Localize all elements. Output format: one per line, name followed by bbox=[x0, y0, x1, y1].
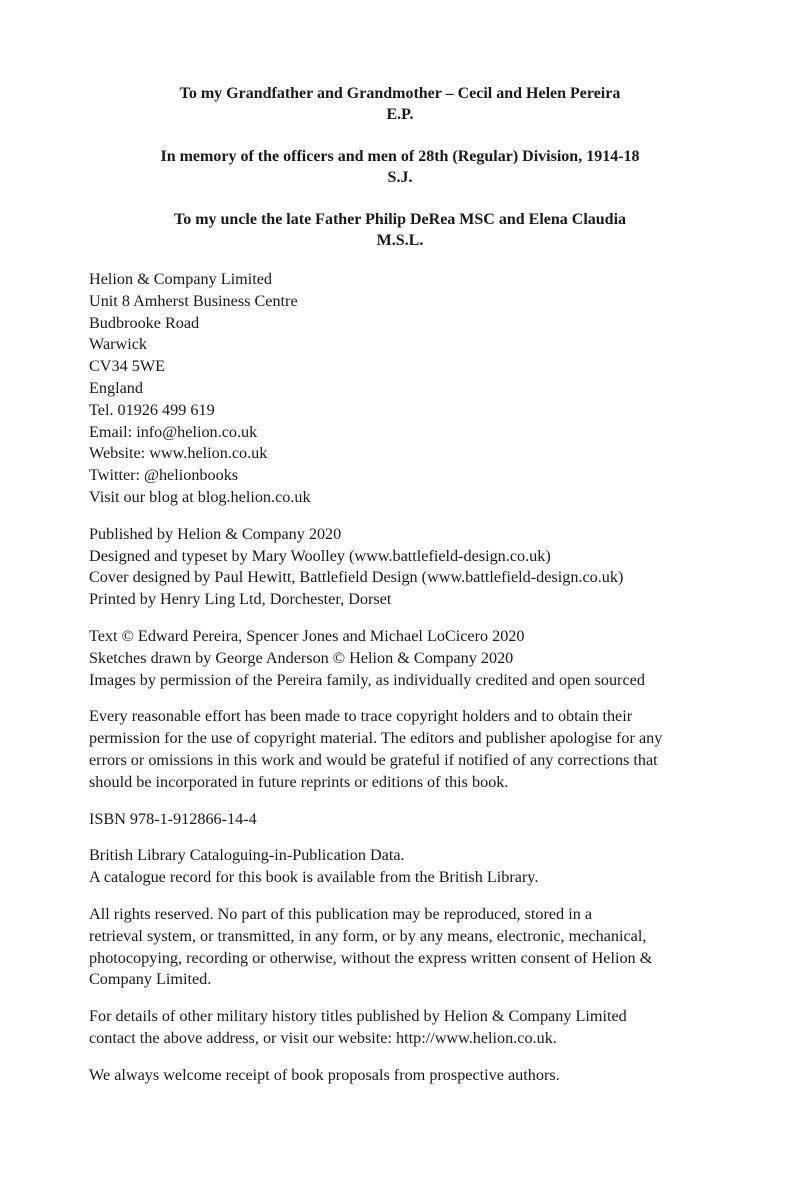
other-titles-paragraph bbox=[89, 1006, 729, 1050]
cip-data bbox=[89, 845, 729, 889]
paragraph-line: should be incorporated in future reprints or editions of this book. bbox=[89, 772, 509, 791]
website: Website: www.helion.co.uk bbox=[89, 444, 268, 463]
email: Email: info@helion.co.uk bbox=[89, 422, 258, 441]
dedication-text: In memory of the officers and men of 28th (Regular) Division, 1914-18 bbox=[160, 148, 640, 165]
cip-line: A catalogue record for this book is available from the British Library. bbox=[89, 868, 539, 887]
dedications bbox=[0, 83, 800, 272]
publisher-address bbox=[89, 269, 729, 509]
isbn: ISBN 978-1-912866-14-4 bbox=[89, 809, 257, 828]
designed-by: Designed and typeset by Mary Woolley (www.battlefield-design.co.uk) bbox=[89, 546, 551, 565]
twitter: Twitter: @helionbooks bbox=[89, 466, 239, 485]
cover-designed-by: Cover designed by Paul Hewitt, Battlefield Design (www.battlefield-design.co.uk) bbox=[89, 568, 624, 587]
dedication-initials: E.P. bbox=[386, 106, 414, 123]
address-line: Budbrooke Road bbox=[89, 313, 200, 332]
publication-credits bbox=[89, 524, 729, 611]
images-permission: Images by permission of the Pereira family, as individually credited and open sourced bbox=[89, 670, 645, 689]
dedication-initials: M.S.L. bbox=[376, 232, 424, 249]
dedication-uncle bbox=[0, 209, 800, 251]
dedication-grandparents bbox=[0, 83, 800, 125]
paragraph-line: All rights reserved. No part of this publication may be reproduced, stored in a bbox=[89, 904, 593, 923]
paragraph-line: retrieval system, or transmitted, in any form, or by any means, electronic, mechanical, bbox=[89, 926, 647, 945]
paragraph-line: contact the above address, or visit our website: http://www.helion.co.uk. bbox=[89, 1028, 557, 1047]
paragraph-line: permission for the use of copyright material. The editors and publisher apologise for any bbox=[89, 729, 663, 748]
isbn-block bbox=[89, 809, 729, 831]
imprint-body bbox=[89, 269, 729, 1102]
dedication-text: To my Grandfather and Grandmother – Cecil and Helen Pereira bbox=[179, 85, 621, 102]
dedication-text: To my uncle the late Father Philip DeRea MSC and Elena Claudia bbox=[173, 211, 627, 228]
blog: Visit our blog at blog.helion.co.uk bbox=[89, 487, 311, 506]
address-line: England bbox=[89, 378, 143, 397]
reasonable-effort-paragraph bbox=[89, 706, 729, 793]
address-line: Unit 8 Amherst Business Centre bbox=[89, 291, 298, 310]
paragraph-line: Every reasonable effort has been made to trace copyright holders and to obtain their bbox=[89, 707, 633, 726]
printed-by: Printed by Henry Ling Ltd, Dorchester, Dorset bbox=[89, 590, 392, 609]
address-line: Warwick bbox=[89, 335, 148, 354]
dedication-28th-division bbox=[0, 146, 800, 188]
copyright-notices bbox=[89, 626, 729, 691]
telephone: Tel. 01926 499 619 bbox=[89, 400, 215, 419]
address-line: Helion & Company Limited bbox=[89, 270, 272, 288]
published-by: Published by Helion & Company 2020 bbox=[89, 524, 342, 543]
text-copyright: Text © Edward Pereira, Spencer Jones and Michael LoCicero 2020 bbox=[89, 626, 525, 645]
sketches-copyright: Sketches drawn by George Anderson © Helion & Company 2020 bbox=[89, 648, 514, 667]
paragraph-line: photocopying, recording or otherwise, without the express written consent of Helion & bbox=[89, 948, 653, 967]
paragraph-line: Company Limited. bbox=[89, 970, 212, 989]
rights-reserved-paragraph bbox=[89, 904, 729, 991]
proposals-block bbox=[89, 1065, 729, 1087]
paragraph-line: For details of other military history titles published by Helion & Company Limited bbox=[89, 1007, 627, 1026]
cip-line: British Library Cataloguing-in-Publication Data. bbox=[89, 846, 405, 865]
dedication-initials: S.J. bbox=[387, 169, 413, 186]
proposals-line: We always welcome receipt of book proposals from prospective authors. bbox=[89, 1065, 560, 1084]
address-line: CV34 5WE bbox=[89, 357, 165, 376]
paragraph-line: errors or omissions in this work and would be grateful if notified of any corrections that bbox=[89, 750, 658, 769]
